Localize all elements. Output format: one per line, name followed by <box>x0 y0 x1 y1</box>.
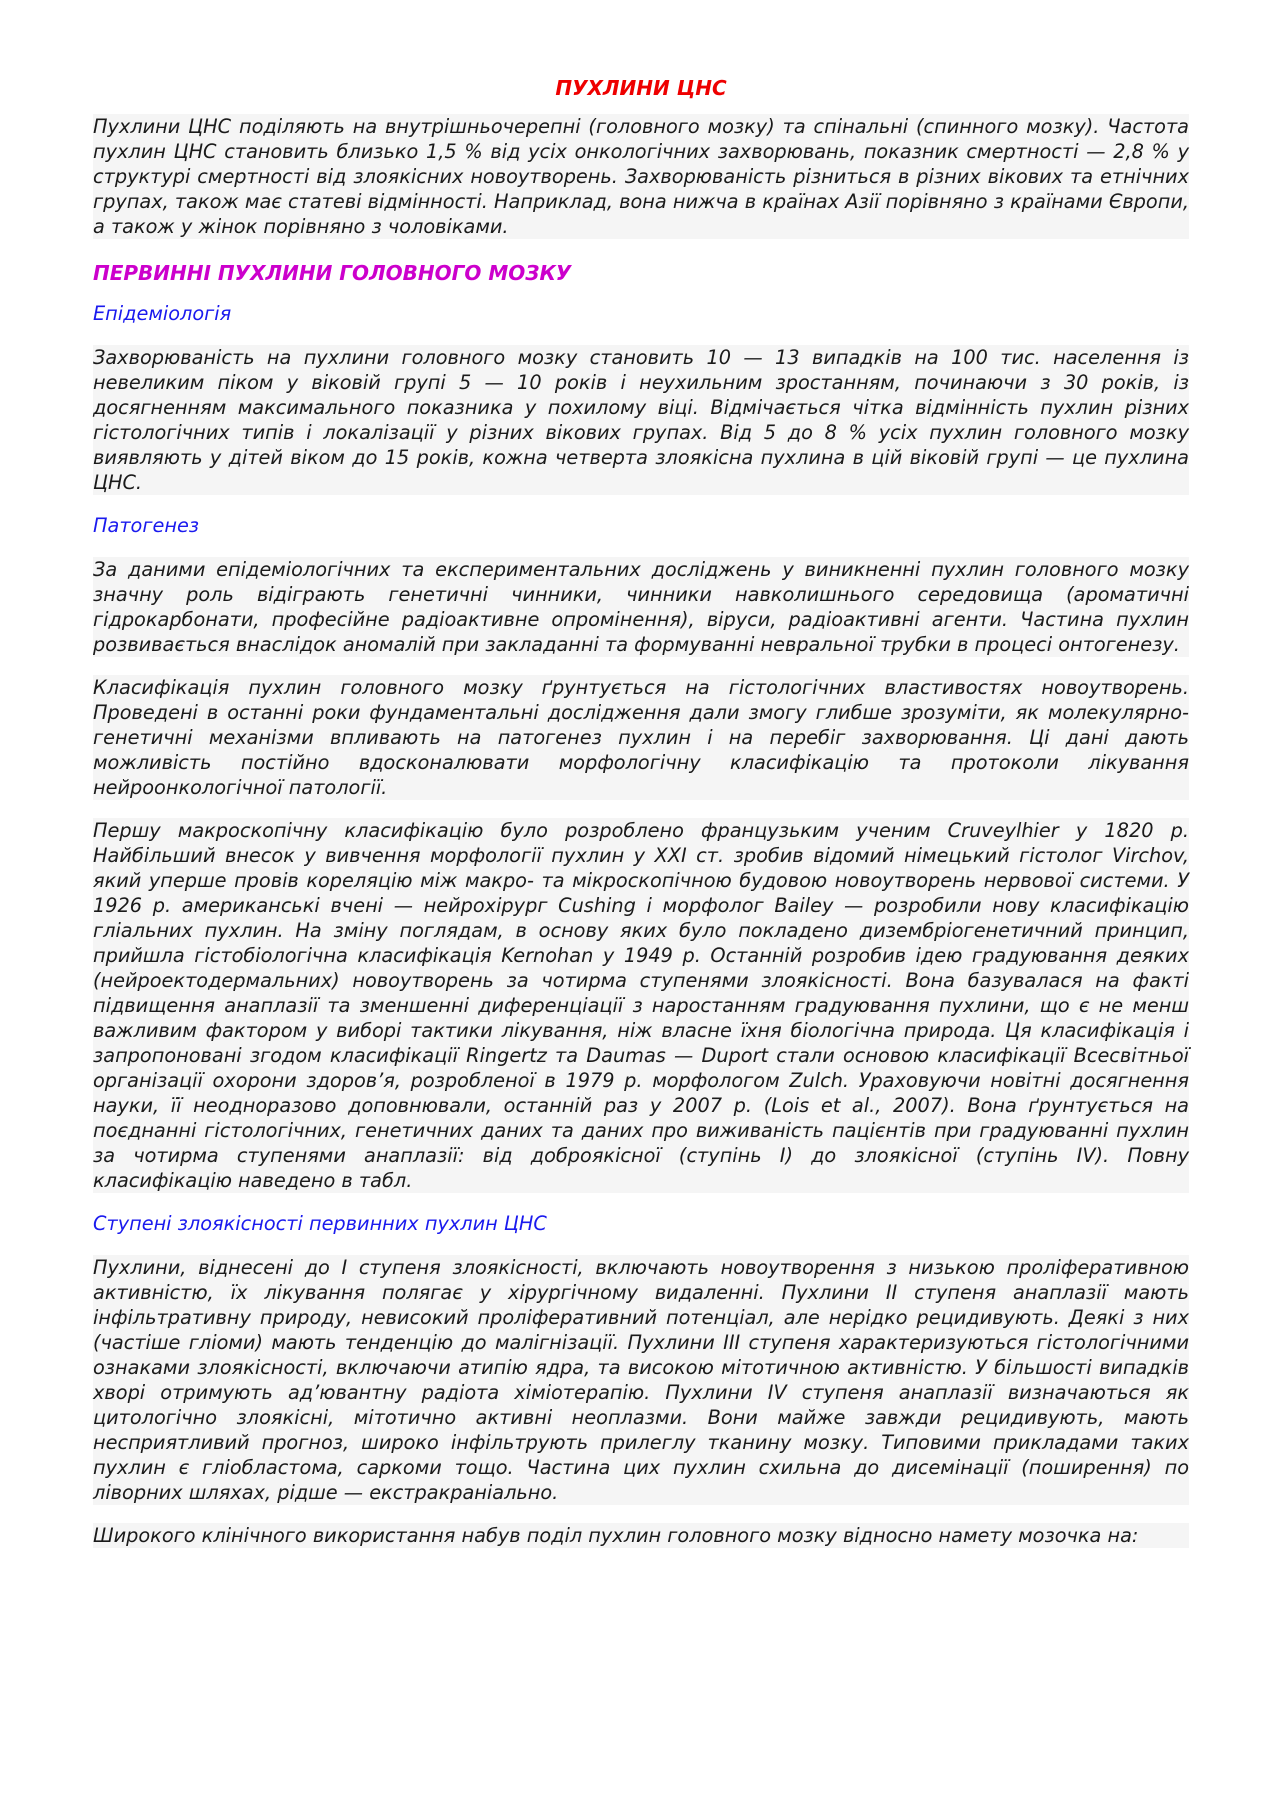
document-page <box>93 74 1189 1548</box>
pathogenesis-heading: Патогенез <box>93 514 200 537</box>
document-title: ПУХЛИНИ ЦНС <box>555 76 727 100</box>
grades-paragraph-1: Пухлини, віднесені до I ступеня злоякісності, включають новоутворення з низькою проліферативною активністю, їх лікування полягає у хірургічному видаленні. Пухлини II ступеня анаплазії мають інфільтративну природу, невисокий проліферативний потенціал, але нерідко рецидивують. Деякі з них (частіше гліоми) мають тенденцію до малігнізації. Пухлини III ступеня характеризуються гістологічними ознаками злоякісності, включаючи атипію ядра, та високою мітотичною активністю. У більшості випадків хворі отримують ад’ювантну радіота хіміотерапію. Пухлини IV ступеня анаплазії визначаються як цитологічно злоякісні, мітотично активні неоплазми. Вони майже завжди рецидивують, мають несприятливий прогноз, широко інфільтрують прилеглу тканину мозку. Типовими прикладами таких пухлин є гліобластома, саркоми тощо. Частина цих пухлин схильна до дисемінації (поширення) по ліворних шляхах, рідше — екстракраніально. <box>93 1256 1189 1504</box>
epidemiology-paragraph: Захворюваність на пухлини головного мозку становить 10 — 13 випадків на 100 тис. населення із невеликим піком у віковій групі 5 — 10 років і неухильним зростанням, починаючи з 30 років, із досягненням максимального показника у похилому віці. Відмічається чітка відмінність пухлин різних гістологічних типів і локалізації у різних вікових групах. Від 5 до 8 % усіх пухлин головного мозку виявляють у дітей віком до 15 років, кожна четверта злоякісна пухлина в цій віковій групі — це пухлина ЦНС. <box>93 346 1189 494</box>
intro-paragraph: Пухлини ЦНС поділяють на внутрішньочерепні (головного мозку) та спінальні (спинного мозку). Частота пухлин ЦНС становить близько 1,5 % від усіх онкологічних захворювань, показник смертності — 2,8 % у структурі смертності від злоякісних новоутворень. Захворюваність різниться в різних вікових та етнічних групах, також має статеві відмінності. Наприклад, вона нижча в країнах Азії порівняно з країнами Європи, а також у жінок порівняно з чоловіками. <box>93 115 1189 238</box>
pathogenesis-paragraph-3: Першу макроскопічну класифікацію було розроблено французьким ученим Cruveylhier у 1820 р. Найбільший внесок у вивчення морфології пухлин у XXI ст. зробив відомий німецький гістолог Virchov, який уперше провів кореляцію між макро- та мікроскопічною будовою новоутворень нервової системи. У 1926 р. американські вчені — нейрохірург Cushing і морфолог Bailey — розробили нову класифікацію гліальних пухлин. На зміну поглядам, в основу яких було покладено дизембріогенетичний принцип, прийшла гістобіологічна класифікація Kernohan у 1949 р. Останній розробив ідею градуювання деяких (нейроектодермальних) новоутворень за чотирма ступенями злоякісності. Вона базувалася на факті підвищення анаплазії та зменшенні диференціації з наростанням градуювання пухлини, що є не менш важливим фактором у виборі тактики лікування, ніж власне їхня біологічна природа. Ця класифікація і запропоновані згодом класифікації Ringertz та Daumas — Duport стали основою класифікації Всесвітньої організації охорони здоров’я, розробленої в 1979 р. морфологом Zulch. Ураховуючи новітні досягнення науки, її неодноразово доповнювали, останній раз у 2007 р. (Lois et al., 2007). Вона ґрунтується на поєднанні гістологічних, генетичних даних та даних про виживаність пацієнтів при градуюванні пухлин за чотирма ступенями анаплазії: від доброякісної (ступінь I) до злоякісної (ступінь IV). Повну класифікацію наведено в табл. <box>93 819 1189 1192</box>
pathogenesis-paragraph-1: За даними епідеміологічних та експериментальних досліджень у виникненні пухлин головного мозку значну роль відіграють генетичні чинники, чинники навколишнього середовища (ароматичні гідрокарбонати, професійне радіоактивне опромінення), віруси, радіоактивні агенти. Частина пухлин розвивається внаслідок аномалій при закладанні та формуванні невральної трубки в процесі онтогенезу. <box>93 558 1189 656</box>
grades-heading: Ступені злоякісності первинних пухлин ЦНС <box>93 1212 547 1235</box>
pathogenesis-paragraph-2: Класифікація пухлин головного мозку ґрунтується на гістологічних властивостях новоутворень. Проведені в останні роки фундаментальні дослідження дали змогу глибше зрозуміти, як молекулярно-генетичні механізми впливають на патогенез пухлин і на перебіг захворювання. Ці дані дають можливість постійно вдосконалювати морфологічну класифікацію та протоколи лікування нейроонкологічної патології. <box>93 676 1189 799</box>
section-heading: ПЕРВИННІ ПУХЛИНИ ГОЛОВНОГО МОЗКУ <box>93 261 572 285</box>
epidemiology-heading: Епідеміологія <box>93 302 232 325</box>
grades-paragraph-2: Широкого клінічного використання набув поділ пухлин головного мозку відносно намету мозочка на: <box>93 1523 1189 1548</box>
